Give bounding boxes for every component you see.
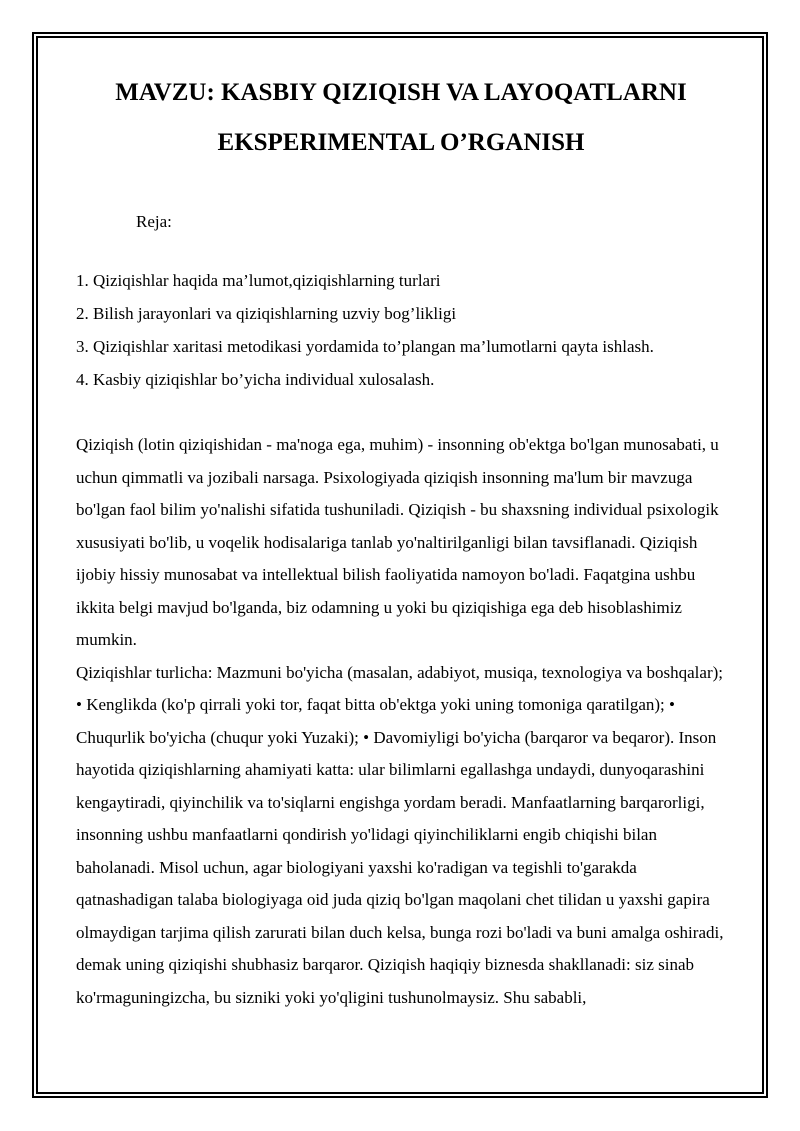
title-line-1: MAVZU: KASBIY QIZIQISH VA LAYOQATLARNI [115,79,687,106]
plan-item-1: 1. Qiziqishlar haqida ma’lumot,qiziqishlarning turlari [76,271,441,290]
paragraph-1: Qiziqish (lotin qiziqishidan - ma'noga ega, muhim) - insonning ob'ektga bo'lgan munosabati, u uchun qimmatli va jozibali narsaga. Psixologiyada qiziqish insonning ma'lum bir mavzuga bo'lgan faol bilim yo'nalishi sifatida tushuniladi. Qiziqish - bu shaxsning individual psixologik xususiyati bo'lib, u voqelik hodisalariga tanlab yo'naltirilganligi bilan tavsiflanadi. Qiziqish ijobiy hissiy munosabat va intellektual bilish faoliyatida namoyon bo'ladi. Faqatgina ushbu ikkita belgi mavjud bo'lganda, biz odamning u yoki bu qiziqishiga ega deb hisoblashimiz mumkin. [76,435,719,649]
plan-list [76,264,726,396]
plan-heading: Reja: [136,212,172,231]
document-title [76,68,726,168]
paragraph-2: Qiziqishlar turlicha: Mazmuni bo'yicha (masalan, adabiyot, musiqa, texnologiya va boshqalar); • Kenglikda (ko'p qirrali yoki tor, faqat bitta ob'ektga yoki uning tomoniga qaratilgan); • Chuqurlik bo'yicha (chuqur yoki Yuzaki); • Davomiyligi bo'yicha (barqaror va beqaror). Inson hayotida qiziqishlarning ahamiyati katta: ular bilimlarni egallashga undaydi, dunyoqarashini kengaytiradi, qiyinchilik va to'siqlarni engishga yordam beradi. Manfaatlarning barqarorligi, insonning ushbu manfaatlarni qondirish yo'lidagi qiyinchiliklarni engib chiqishi bilan baholanadi. Misol uchun, agar biologiyani yaxshi ko'radigan va tegishli to'garakda qatnashadigan talaba biologiyaga oid juda qiziq bo'lgan maqolani chet tilidan u yaxshi gapira olmaydigan tarjima qilish zarurati bilan duch kelsa, bunga rozi bo'ladi va buni amalga oshiradi, demak uning qiziqishi shubhasiz barqaror. Qiziqish haqiqiy biznesda shakllanadi: siz sinab ko'rmaguningizcha, bu sizniki yoki yo'qligini tushunolmaysiz. Shu sababli, [76,662,724,1007]
plan-item-2: 2. Bilish jarayonlari va qiziqishlarning uzviy bog’likligi [76,304,457,323]
plan-item-3: 3. Qiziqishlar xaritasi metodikasi yordamida to’plangan ma’lumotlarni qayta ishlash. [76,337,654,356]
document-body [76,68,726,1014]
title-line-2: EKSPERIMENTAL O’RGANISH [217,129,585,156]
plan-item-4: 4. Kasbiy qiziqishlar bo’yicha individual xulosalash. [76,370,435,389]
